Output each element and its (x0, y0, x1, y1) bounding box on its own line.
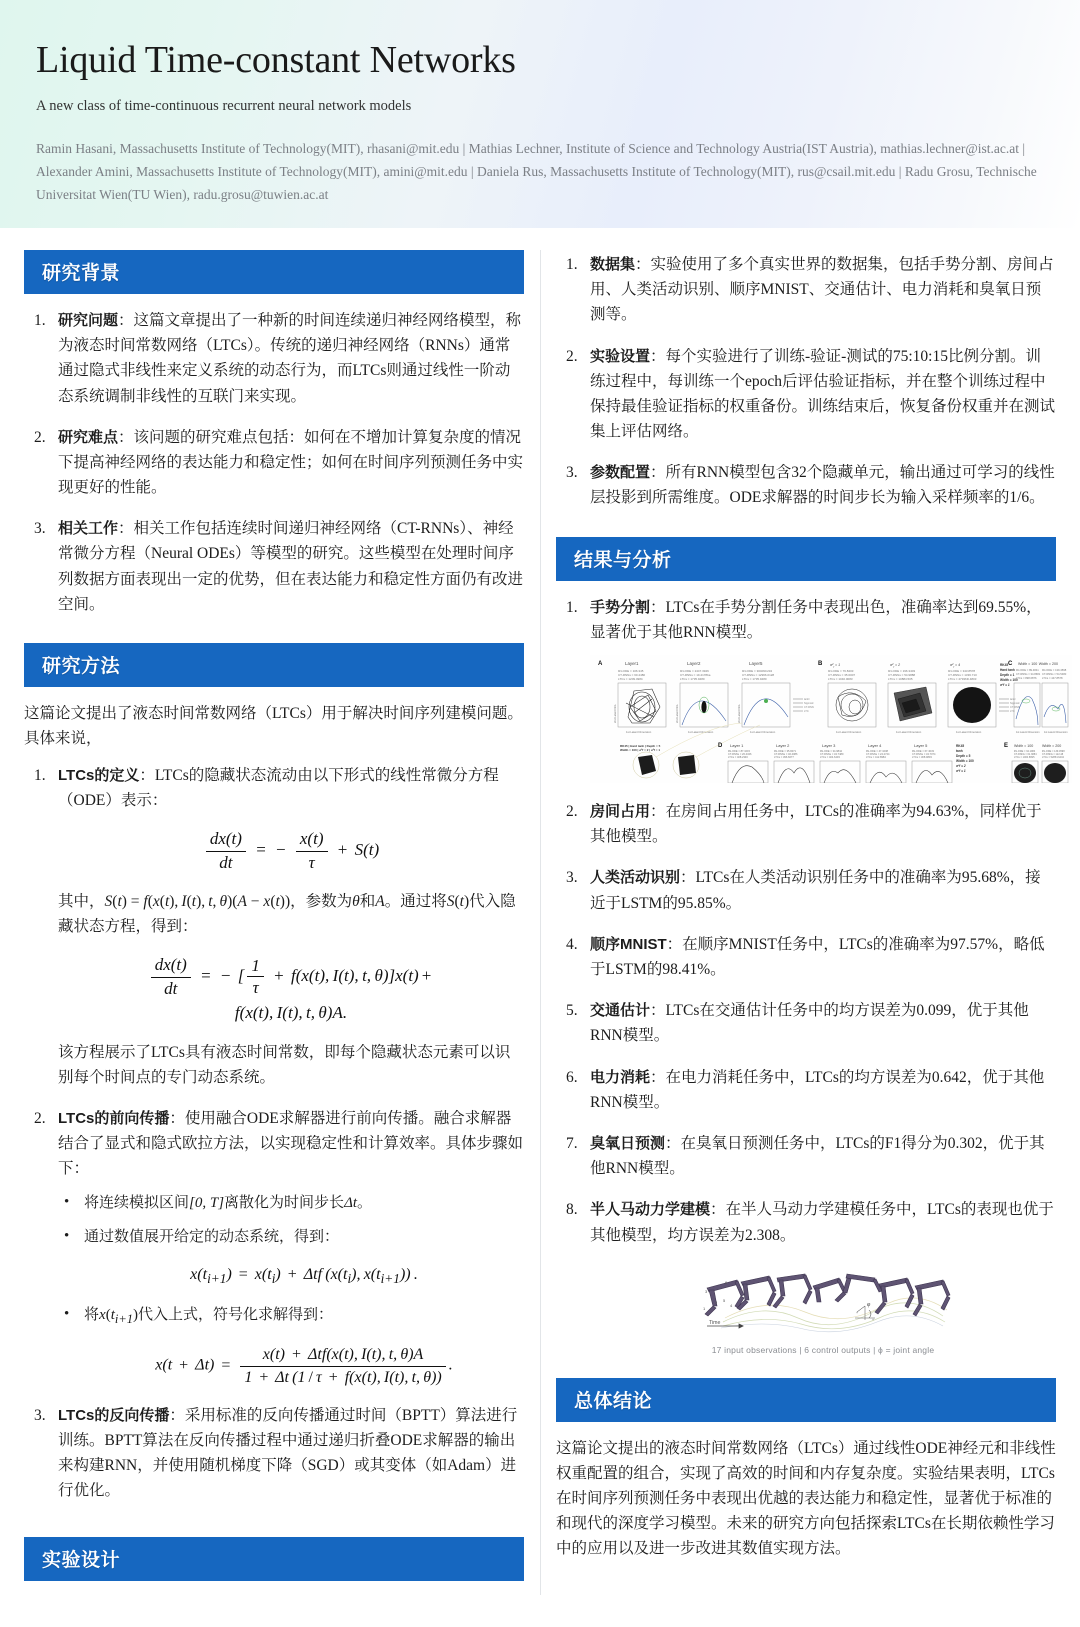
svg-text:LTCs = 404.6403: LTCs = 404.6403 (820, 755, 840, 759)
svg-text:2nd Latent Dim.: 2nd Latent Dim. (676, 703, 679, 723)
list-item-label: LTCs的反向传播 (58, 1406, 170, 1424)
background-list (24, 308, 524, 617)
svg-text:Sigmoid: Sigmoid (1010, 701, 1020, 705)
svg-text:lanN: lanN (804, 697, 810, 701)
section-header-method: 研究方法 (24, 643, 524, 687)
svg-text:ltN-ODE = 34.1984: ltN-ODE = 34.1984 (1014, 749, 1036, 753)
list-item-text: ：使用融合ODE求解器进行前向传播。融合求解器结合了显式和隐式欧拉方法，以实现稳定性和计算效率。具体步骤如下： (58, 1109, 524, 1178)
svg-text:σ²f = 1: $\sigma^2_f = 1$ (830, 662, 841, 669)
experiment-list (556, 252, 1056, 511)
svg-text:Layer1: Layer1 (625, 660, 639, 666)
svg-text:tanh: tanh (956, 748, 963, 753)
svg-text:1st Latent Dimension: 1st Latent Dimension (836, 730, 862, 734)
svg-text:Depth = 1: Depth = 1 (1000, 672, 1015, 677)
list-item (556, 344, 1056, 445)
svg-text:σ²f = 2: σ²f = 2 (956, 763, 966, 768)
svg-text:Layer 4: Layer 4 (868, 742, 882, 748)
list-item-label: 电力消耗 (590, 1068, 651, 1086)
svg-text:ltN-ODE = 106.345: ltN-ODE = 106.345 (618, 668, 644, 673)
svg-text:Width = 100 | σ²f = 2 | σ²f =: Width = 100 | σ²f = 2 | σ²f = 1 (620, 747, 661, 752)
list-item (556, 865, 1056, 915)
svg-text:CT-RNNs = 60.4480: CT-RNNs = 60.4480 (618, 672, 646, 677)
list-item-text: ：实验使用了多个真实世界的数据集，包括手势分割、房间占用、人类活动识别、顺序MNIST、交通估计、电力消耗和臭氧日预测等。 (590, 256, 1054, 324)
list-item-text: ：在顺序MNIST任务中，LTCs的准确率为97.57%，略低于LSTM的98.41%。 (590, 935, 1045, 979)
list-item (58, 1225, 524, 1287)
svg-text:1st Latent Dimension: 1st Latent Dimension (626, 730, 652, 734)
column-divider (540, 250, 541, 1595)
svg-text:LTCs = 396.6677: LTCs = 396.6677 (774, 755, 794, 759)
list-item (556, 252, 1056, 328)
list-item (24, 1403, 524, 1504)
section-header-results: 结果与分析 (556, 537, 1056, 581)
list-item-label: 手势分割 (590, 598, 651, 616)
list-item-text: ：在房间占用任务中，LTCs的准确率为94.63%，同样优于其他模型。 (590, 802, 1042, 846)
svg-text:LTCs = 47936D.4803: LTCs = 47936D.4803 (948, 676, 977, 681)
svg-text:ltN-ODE = 76.8403: ltN-ODE = 76.8403 (828, 668, 854, 673)
list-item-text: ：在半人马动力学建模任务中，LTCs的表现也优于其他模型，均方误差为2.308。 (590, 1201, 1054, 1244)
list-item (58, 1303, 524, 1386)
svg-text:1st Latent Dimension: 1st Latent Dimension (750, 730, 776, 734)
svg-text:ltN-ODE = 67.4033: ltN-ODE = 67.4033 (912, 749, 934, 753)
svg-text:CT-RNNs = 26.4346: CT-RNNs = 26.4346 (728, 752, 752, 756)
svg-text:RK45: RK45 (956, 743, 965, 748)
svg-text:LTC: LTC (1010, 709, 1015, 713)
svg-text:2nd Latent Dim.: 2nd Latent Dim. (614, 703, 617, 723)
svg-text:1st Latent Dimension: 1st Latent Dimension (956, 730, 982, 734)
forward-pass-steps (58, 1191, 524, 1387)
method-intro: 这篇论文提出了液态时间常数网络（LTCs）用于解决时间序列建模问题。具体来说， (24, 704, 523, 747)
list-item-text: ：相关工作包括连续时间递归神经网络（CT-RNNs）、神经常微分方程（Neural ODEs）等模型的研究。这些模型在处理时间序列数据方面表现出一定的优势，但在表达能力和稳定性方面仍有改进空间。 (58, 520, 524, 613)
list-item-text: ：所有RNN模型包含32个隐藏单元，输出通过可学习的线性层投影到所需维度。ODE求解器的时间步长为输入采样频率的1/6。 (590, 464, 1055, 507)
svg-text:A: A (598, 660, 603, 667)
svg-text:CT-RNNs = 34.7074: CT-RNNs = 34.7074 (912, 752, 936, 756)
svg-text:LTCs = 412.8984: LTCs = 412.8984 (866, 755, 886, 759)
svg-text:Time: Time (709, 1319, 721, 1326)
svg-text:Layer 1: Layer 1 (730, 742, 744, 748)
section-header-conclusion: 总体结论 (556, 1378, 1056, 1422)
svg-text:6: 6 (725, 1279, 728, 1285)
svg-text:LTCs = 1735.9480: LTCs = 1735.9480 (742, 676, 767, 681)
svg-text:lanN: lanN (1010, 697, 1016, 701)
author-affiliation-list: Ramin Hasani, Massachusetts Institute of Technology(MIT), rhasani@mit.edu | Mathias Lechner, Institute of Science and Technology Austria(IST Austria), mathias.lechner@ist.ac.at | Alexander Amini, Massachusetts Institute of Technology(MIT), amini@mit.edu | Daniela Rus, Massachusetts Institute of Technology(MIT), rus@csail.mit.edu | Radu Grosu, Technische Universitat Wien(TU Wien), radu.grosu@tuwien.ac.at (36, 140, 1037, 203)
equation-unfolding: $x(t_{i+1}) = x(t_i) + \Delta tf$ ($x(t_i)$, $x(t_{i+1})$) . (190, 1266, 418, 1287)
results-list (556, 595, 1068, 1358)
left-column (24, 250, 524, 1595)
list-item-label: 研究难点 (58, 428, 119, 446)
list-item (556, 998, 1056, 1048)
list-item (24, 1106, 524, 1387)
svg-text:C: C (1008, 660, 1013, 667)
svg-text:Width = 100: Width = 100 (1000, 677, 1018, 682)
list-item-label: LTCs的前向传播 (58, 1109, 170, 1127)
svg-text:Layer 3: Layer 3 (822, 742, 836, 748)
list-item-label: LTCs的定义 (58, 766, 140, 784)
list-item (24, 763, 524, 1090)
svg-text:ltN-ODE = 34.9844: ltN-ODE = 34.9844 (820, 749, 842, 753)
svg-text:LTCs = 1735.9480: LTCs = 1735.9480 (680, 676, 705, 681)
svg-text:LTCs = 52854.6404: LTCs = 52854.6404 (1042, 755, 1064, 759)
list-item-label: 交通估计 (590, 1002, 651, 1020)
svg-text:+: + (872, 1317, 875, 1322)
svg-text:LTCs = 1000.8995: LTCs = 1000.8995 (1014, 755, 1035, 759)
svg-text:Width = 100: Width = 100 (1014, 743, 1034, 748)
svg-text:ltN-ODE = 47.1008: ltN-ODE = 47.1008 (866, 749, 888, 753)
equation-ltc-ode: $\frac{dx(t)}{dt}$ = − $\frac{x(t)}{\tau}$ + S(t) (58, 829, 524, 873)
svg-text:ltN-ODE = 2447.3946: ltN-ODE = 2447.3946 (680, 668, 709, 673)
svg-text:CT-RNNs = 1336.710: CT-RNNs = 1336.710 (948, 672, 977, 677)
svg-text:CT-RNNs = 54.5480: CT-RNNs = 54.5480 (1042, 672, 1067, 676)
svg-text:LTC: LTC (804, 709, 809, 713)
list-item-text: ：这篇文章提出了一种新的时间连续递归神经网络模型，称为液态时间常数网络（LTCs）。传统的递归神经网络（RNNs）通常通过隐式非线性来定义系统的动态行为，而LTCs则通过线性一阶动态系统调制非线性的互联门来实现。 (58, 312, 522, 405)
svg-text:Layer2: Layer2 (687, 660, 701, 666)
list-item-text: ：LTCs在交通估计任务中的均方误差为0.099，优于其他RNN模型。 (590, 1002, 1029, 1045)
list-item-label: 参数配置 (590, 464, 651, 482)
svg-text:LTCs = 308.9803: LTCs = 308.9803 (912, 755, 932, 759)
svg-text:ltN-ODE = 343.8578: ltN-ODE = 343.8578 (948, 668, 976, 673)
svg-text:ltN-ODE = 139.4598: ltN-ODE = 139.4598 (1042, 668, 1067, 672)
equation-explanation-s: 其中，S(t) = f(x(t), I(t), t, θ)(A − x(t))，参数为θ和A。通过将S(t)代入隐藏状态方程，得到： (58, 893, 516, 936)
list-item (24, 425, 524, 501)
svg-text:4: 4 (730, 1302, 733, 1308)
page-subtitle: A new class of time-continuous recurrent neural network models (36, 97, 412, 114)
list-item (58, 1191, 524, 1215)
conclusion-text: 这篇论文提出的液态时间常数网络（LTCs）通过线性ODE神经元和非线性权重配置的组合，实现了高效的时间和内存复杂度。实验结果表明，LTCs在时间序列预测任务中表现出优越的表达能力和稳定性，显著优于标准的和现代的深度学习模型。未来的研究方向包括探索LTCs在长期依赖性学习中的应用以及进一步改进其数值实现方法。 (556, 1439, 1056, 1557)
list-item-text: ：采用标准的反向传播通过时间（BPTT）算法进行训练。BPTT算法在反向传播过程中通过递归折叠ODE求解器的输出来构建RNN，并使用随机梯度下降（SGD）或其变体（如Adam）进行优化。 (58, 1406, 518, 1500)
list-item-text: ：LTCs在人类活动识别任务中的准确率为95.68%，接近于LSTM的95.85%。 (590, 869, 1041, 912)
svg-text:+: + (856, 1310, 859, 1315)
svg-text:σ²f = 1: σ²f = 1 (1000, 682, 1010, 687)
svg-text:ltN-ODE = 89.4841: ltN-ODE = 89.4841 (1016, 668, 1039, 672)
svg-text:2: 2 (715, 1299, 718, 1305)
equation-conclusion-ltc: 该方程展示了LTCs具有液态时间常数，即每个隐藏状态元素可以识别每个时间点的专门动态系统。 (58, 1043, 511, 1086)
svg-text:ltN-ODE = 139.4598: ltN-ODE = 139.4598 (1042, 749, 1065, 753)
svg-text:RK45: RK45 (1000, 662, 1009, 667)
svg-text:1: 1 (703, 1305, 706, 1311)
step-text: 通过数值展开给定的动态系统，得到： (84, 1229, 340, 1246)
list-item-text: ：在臭氧日预测任务中，LTCs的F1得分为0.302，优于其他RNN模型。 (590, 1134, 1045, 1178)
equation-ltc-expanded: $\frac{dx(t)}{dt}$ = − [ $\frac{1}{\tau}$ + f(x(t), I(t), t, θ)]x(t) + f(x(t), I(t), t, θ)A. (58, 955, 524, 1023)
svg-text:RK45 | Hard tanh | Depth = 5: RK45 | Hard tanh | Depth = 5 (620, 743, 661, 748)
list-item-text: ：LTCs在手势分割任务中表现出色，准确率达到69.55%，显著优于其他RNN模型。 (590, 598, 1042, 641)
list-item (556, 595, 1068, 783)
svg-text:CT-RNNs = 34.8681: CT-RNNs = 34.8681 (1016, 672, 1041, 676)
list-item-label: 人类活动识别 (590, 869, 681, 887)
svg-text:Width = 100: Width = 100 (1018, 661, 1038, 666)
svg-text:Depth = 5: Depth = 5 (956, 753, 971, 758)
svg-text:CT-RNNs = 46.4086: CT-RNNs = 46.4086 (774, 752, 798, 756)
list-item-text: ：该问题的研究难点包括：如何在不增加计算复杂度的情况下提高神经网络的表达能力和稳定性；如何在时间序列预测任务中实现更好的性能。 (58, 428, 524, 497)
list-item (556, 1065, 1056, 1115)
method-list (24, 763, 524, 1503)
svg-text:CT-RNNs = 34.7489: CT-RNNs = 34.7489 (820, 752, 844, 756)
svg-text:2nd Latent Dim.: 2nd Latent Dim. (738, 703, 741, 723)
list-item-text: ：在电力消耗任务中，LTCs的均方误差为0.642，优于其他RNN模型。 (590, 1068, 1045, 1111)
svg-text:Layer 2: Layer 2 (776, 742, 790, 748)
list-item (556, 460, 1056, 510)
svg-text:LTCs = 408.2346: LTCs = 408.2346 (728, 755, 748, 759)
svg-text:Hard tanh: Hard tanh (1000, 667, 1015, 672)
svg-text:φ: φ (867, 1301, 871, 1308)
svg-text:ltN-ODE = 196.3403: ltN-ODE = 196.3403 (888, 668, 916, 673)
section-header-experiment: 实验设计 (24, 1537, 524, 1581)
svg-text:Sigmoid: Sigmoid (804, 701, 814, 705)
svg-text:Width = 200: Width = 200 (1042, 743, 1062, 748)
svg-text:1st Latent Dimension: 1st Latent Dimension (1016, 730, 1040, 734)
svg-text:CT-RNNs = 19.4178ba: CT-RNNs = 19.4178ba (680, 672, 711, 677)
list-item-label: 臭氧日预测 (590, 1134, 666, 1152)
list-item-label: 实验设置 (590, 347, 651, 365)
svg-text:σ²f = 4: $\sigma^2_f = 4$ (950, 662, 961, 669)
svg-text:3: 3 (705, 1288, 708, 1294)
svg-text:CT-RNNs = 35.6007: CT-RNNs = 35.6007 (828, 672, 856, 677)
svg-text:Width = 200: Width = 200 (1038, 661, 1058, 666)
half-cheetah-caption: 17 input observations | 6 control outputs | ϕ = joint angle (711, 1344, 935, 1355)
list-item-label: 研究问题 (58, 312, 119, 329)
svg-text:Width = 100: Width = 100 (956, 758, 974, 763)
poster-body (0, 228, 1080, 1595)
latent-space-panels-figure (590, 655, 1072, 783)
svg-text:Layer 5: Layer 5 (914, 742, 928, 748)
svg-text:σ²f = 2: $\sigma^2_f = 2$ (890, 662, 901, 669)
svg-text:CT-RNNs = 12966.0128: CT-RNNs = 12966.0128 (742, 672, 775, 677)
step-text: 将连续模拟区间[0, T]离散化为时间步长Δt。 (84, 1195, 373, 1212)
svg-text:Layer5: Layer5 (749, 660, 763, 666)
svg-text:CT-RNN: CT-RNN (1010, 705, 1020, 709)
svg-text:LTCs = 10884.505: LTCs = 10884.505 (888, 676, 913, 681)
svg-text:1st Latent Dimension: 1st Latent Dimension (896, 730, 922, 734)
half-cheetah-figure (693, 1262, 953, 1340)
svg-text:ltN-ODE = 87.1015: ltN-ODE = 87.1015 (728, 749, 750, 753)
svg-text:D: D (718, 742, 723, 749)
list-item-text: ：每个实验进行了训练-验证-测试的75:10:15比例分割。训练过程中，每训练一个epoch后评估验证指标，并在整个训练过程中保持最佳验证指标的权重备份。训练结束后，恢复备份权重并在测试集上评估网络。 (590, 347, 1056, 441)
svg-text:B: B (818, 660, 823, 667)
right-column (556, 250, 1068, 1573)
list-item-label: 相关工作 (58, 520, 119, 538)
svg-text:1st Latent Dimension: 1st Latent Dimension (688, 730, 714, 734)
step-text: 将$x(t_{i+1})$代入上式，符号化求解得到： (84, 1307, 334, 1327)
svg-text:LTCs = 447.8578: LTCs = 447.8578 (1042, 676, 1063, 680)
poster-header (0, 0, 1080, 228)
list-item (556, 799, 1056, 849)
list-item (556, 1131, 1056, 1181)
list-item (556, 1197, 1056, 1357)
svg-text:ltN-ODE = 35.8471: ltN-ODE = 35.8471 (774, 749, 796, 753)
svg-text:CT-RNNs = 24.2744: CT-RNNs = 24.2744 (866, 752, 890, 756)
equation-fused-solver: x(t + Δt) = $\frac{\text{x(t) + Δtf(x(t), I(t), t, θ)A}}{1 + \Delta t (1 / \tau + f(x(t), I(t), t, \theta))}$ . (155, 1346, 453, 1386)
svg-text:CT-RNNs = 54.9888: CT-RNNs = 54.9888 (888, 672, 916, 677)
list-item-text: ：LTCs的隐藏状态流动由以下形式的线性常微分方程（ODE）表示： (58, 766, 499, 810)
list-item (556, 932, 1056, 982)
svg-text:LTCs = 1040.0083: LTCs = 1040.0083 (828, 676, 853, 681)
list-item (24, 308, 524, 409)
svg-text:ltN-ODE = 30409C234: ltN-ODE = 30409C234 (742, 668, 773, 673)
svg-text:σ²f = 1: σ²f = 1 (956, 768, 966, 773)
page-title: Liquid Time-constant Networks (36, 39, 516, 81)
list-item (24, 516, 524, 617)
list-item-label: 数据集 (590, 256, 636, 273)
svg-text:CT-RNNs = 61.3884: CT-RNNs = 61.3884 (1014, 752, 1037, 756)
svg-text:CT-RNNs = 122.48: CT-RNNs = 122.48 (1042, 752, 1064, 756)
list-item-label: 半人马动力学建模 (590, 1201, 711, 1219)
svg-text:CT-RNN: CT-RNN (804, 705, 814, 709)
list-item-label: 顺序MNIST (590, 935, 667, 953)
list-item-label: 房间占用 (590, 802, 651, 820)
svg-text:LTCs = 898.6876: LTCs = 898.6876 (1016, 676, 1037, 680)
svg-text:E: E (1004, 742, 1009, 749)
svg-text:LTCs = 1209.4984: LTCs = 1209.4984 (618, 676, 643, 681)
section-header-background: 研究背景 (24, 250, 524, 294)
svg-text:1st Latent Dimension: 1st Latent Dimension (1044, 730, 1068, 734)
svg-text:5: 5 (723, 1297, 726, 1303)
